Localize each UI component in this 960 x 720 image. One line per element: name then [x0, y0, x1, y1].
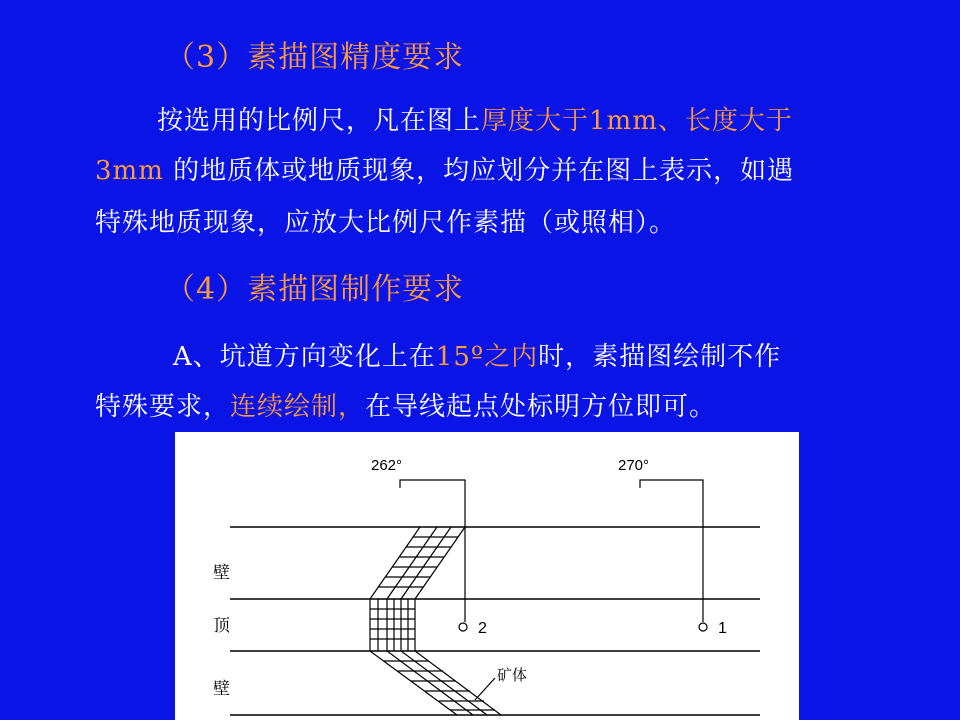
station-1-label: 1: [718, 620, 727, 637]
section-3-line-3: 特殊地质现象，应放大比例尺作素描（或照相）。: [95, 208, 677, 238]
station-2-marker: [459, 623, 467, 631]
label-wall-upper: 壁: [213, 563, 230, 583]
section-4-line-1: [173, 336, 781, 373]
bearing-262-label: 262°: [371, 457, 403, 474]
section-3-line-1: [157, 100, 793, 137]
text-span: 时，素描图绘制不作: [538, 342, 782, 372]
tunnel-sketch-figure: [175, 432, 799, 720]
station-2-label: 2: [478, 620, 487, 637]
text-span: 的地质体或地质现象，均应划分并在图上表示，如遇: [163, 156, 795, 186]
bearing-270-label: 270°: [618, 457, 650, 474]
section-4-line-2: [95, 386, 716, 423]
ore-body-label: 矿体: [497, 666, 528, 684]
highlight-continuous: 连续绘制，: [230, 392, 366, 422]
highlight-15-degrees: 15º之内: [435, 342, 539, 372]
station-1-marker: [699, 623, 707, 631]
section-3-line-2: [95, 150, 794, 187]
ore-body-leader: [475, 678, 495, 700]
section-4-heading: （4）素描图制作要求: [165, 272, 465, 307]
text-span: 按选用的比例尺，凡在图上: [157, 106, 482, 136]
label-wall-lower: 壁: [213, 679, 230, 699]
highlight-thickness-length: 厚度大于1mm、长度大于: [481, 106, 793, 136]
tunnel-sketch-svg: [175, 432, 799, 720]
text-span: 在导线起点处标明方位即可。: [365, 392, 717, 422]
section-3-heading: （3）素描图精度要求: [165, 40, 465, 75]
highlight-3mm: 3mm: [95, 156, 164, 186]
bearing-262-leader: [400, 480, 465, 530]
text-span: 特殊要求，: [95, 392, 231, 422]
bearing-270-leader: [640, 480, 703, 622]
label-roof: 顶: [213, 616, 230, 636]
text-span: A、坑道方向变化上在: [173, 342, 436, 372]
